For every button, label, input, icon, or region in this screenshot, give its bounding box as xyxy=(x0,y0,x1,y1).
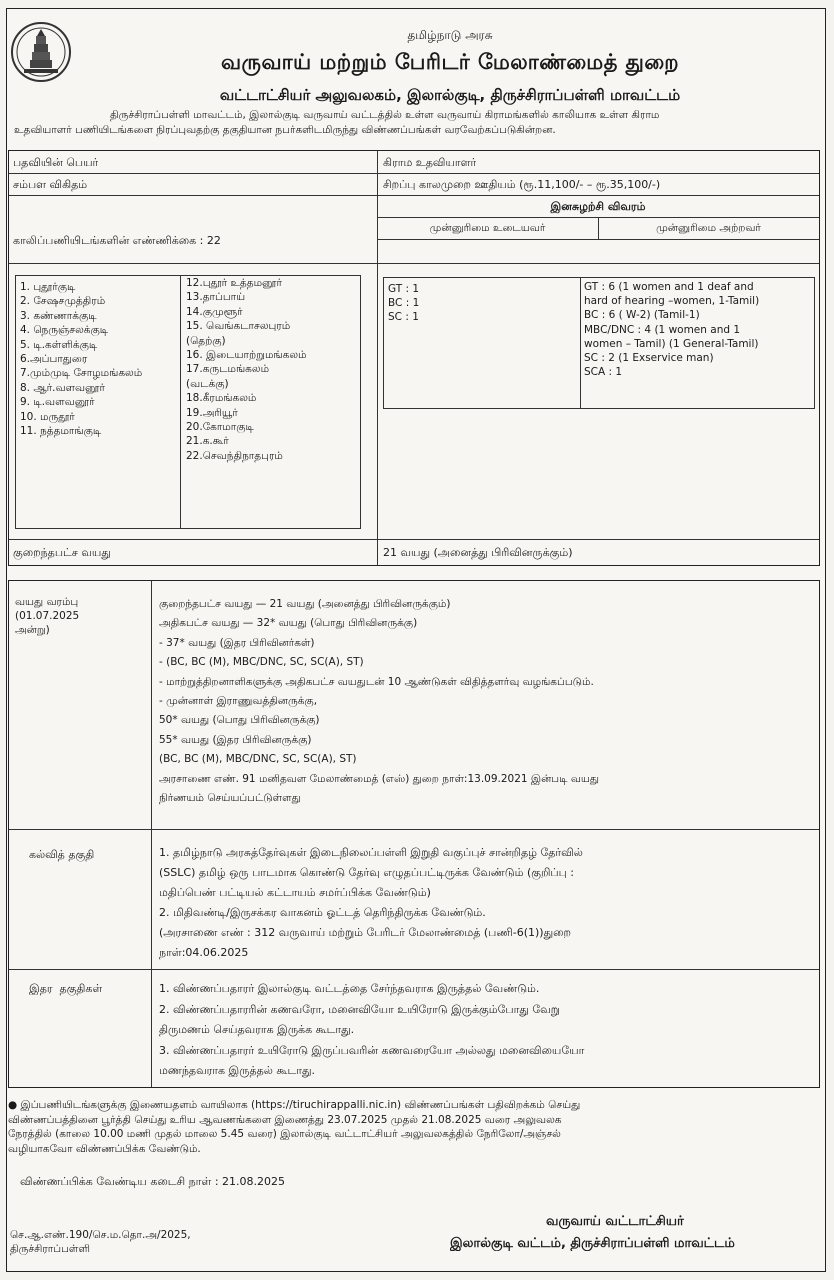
reservation-title: இனசுழற்சி விவரம் xyxy=(550,200,646,213)
pay-scale-value: சிறப்பு காலமுறை ஊதியம் (ரூ.11,100/- – ரூ.35,100/-) xyxy=(383,178,661,191)
min-age-label: குறைந்தபட்ச வயது xyxy=(13,546,111,559)
villages-list-2: 12.புதூர் உத்தமனூர் 13.தாப்பாய் 14.குமுளூர் 15. வெங்கடாசலபுரம் (தெற்கு) 16. இடையாற்றுமங்கலம் 17.கருடமங்கலம் (வடக்கு) 18.கீரமங்கலம் 19.அரியூர் 20.கோமாகுடி 21.க.கூர் 22.செவந்திநாதபுரம் xyxy=(186,277,307,462)
signatory-office: இலால்குடி வட்டம், திருச்சிராப்பள்ளி மாவட்டம் xyxy=(450,1236,735,1251)
education-label: கல்வித் தகுதி xyxy=(29,848,95,861)
office-name: வட்டாட்சியர் அலுவலகம், இலால்குடி, திருச்சிராப்பள்ளி மாவட்டம் xyxy=(219,86,681,104)
government-name: தமிழ்நாடு அரசு xyxy=(407,28,493,42)
non-priority-values: GT : 6 (1 women and 1 deaf and hard of hearing –women, 1-Tamil) BC : 6 ( W-2) (Tamil-1) MBC/DNC : 4 (1 women and 1 women – Tamil) (1 General-Tamil) SC : 2 (1 Exservice man) SCA : 1 xyxy=(584,281,760,379)
post-name-label: பதவியின் பெயர் xyxy=(13,156,99,169)
reference-number: செ.ஆ.எண்.190/செ.ம.தொ.அ/2025, திருச்சிராப்பள்ளி xyxy=(10,1229,191,1256)
signatory-title: வருவாய் வட்டாட்சியர் xyxy=(546,1214,684,1229)
villages-box xyxy=(15,275,361,529)
intro-paragraph: திருச்சிராப்பள்ளி மாவட்டம், இலால்குடி வருவாய் வட்டத்தில் உள்ள வருவாய் கிராமங்களில் காலியாக உள்ள கிராம உதவியாளர் பணியிடங்களை நிரப்புவதற்கு தகுதியான நபர்களிடமிருந்து விண்ணப்பங்கள் வரவேற்கப்படுகின்றன. xyxy=(14,109,660,136)
non-priority-header: முன்னுரிமை அற்றவர் xyxy=(656,222,761,234)
age-limit-label: வயது வரம்பு (01.07.2025 அன்று) xyxy=(15,596,80,637)
other-qualifications-details: 1. விண்ணப்பதாரர் இலால்குடி வட்டத்தை சேர்ந்தவராக இருத்தல் வேண்டும். 2. விண்ணப்பதாரரின் கணவரோ, மனைவியோ உயிரோடு இருக்கும்போது வேறு திருமணம் செய்தவராக இருக்க கூடாது. 3. விண்ணப்பதாரர் உயிரோடு இருப்பவரின் கணவரையோ அல்லது மனைவியையோ மணந்தவராக இருத்தல் கூடாது. xyxy=(159,982,585,1077)
department-name: வருவாய் மற்றும் பேரிடர் மேலாண்மைத் துறை xyxy=(220,50,680,74)
reservation-box xyxy=(383,277,815,409)
age-limit-details: குறைந்தபட்ச வயது — 21 வயது (அனைத்து பிரிவினருக்கும்) அதிகபட்ச வயது — 32* வயது (பொது பிரிவினருக்கு) - 37* வயது (இதர பிரிவினர்கள்) - (BC, BC (M), MBC/DNC, SC, SC(A), ST) - மாற்றுத்திறனாளிகளுக்கு அதிகபட்ச வயதுடன் 10 ஆண்டுகள் விதித்தளர்வு வழங்கப்படும். - முன்னாள் இராணுவத்தினருக்கு, 50* வயது (பொது பிரிவினருக்கு) 55* வயது (இதர பிரிவினருக்கு) (BC, BC (M), MBC/DNC, SC, SC(A), ST) அரசாணை எண். 91 மனிதவள மேலாண்மைத் (எஸ்) துறை நாள்:13.09.2021 இன்படி வயது நிர்ணயம் செய்யப்பட்டுள்ளது xyxy=(159,598,599,805)
villages-list-1: 1. புதூர்குடி 2. சேஷசமுத்திரம் 3. கண்ணாக்குடி 4. நெருஞ்சலக்குடி 5. டி.கள்ளிக்குடி 6.அப்பாதுரை 7.மும்முடி சோழமங்கலம் 8. ஆர்.வளவனூர் 9. டி.வளவனூர் 10. மருதூர் 11. நத்தமாங்குடி xyxy=(20,281,143,438)
post-name-value: கிராம உதவியாளர் xyxy=(383,156,477,169)
pay-scale-label: சம்பள விகிதம் xyxy=(13,178,88,191)
priority-header: முன்னுரிமை உடையவர் xyxy=(429,222,546,234)
eligibility-table xyxy=(8,580,820,1088)
education-details: 1. தமிழ்நாடு அரசுத்தேர்வுகள் இடைநிலைப்பள்ளி இறுதி வகுப்புச் சான்றிதழ் தேர்வில் (SSLC) தமிழ் ஒரு பாடமாக கொண்டு தேர்வு எழுதப்பட்டிருக்க வேண்டும் (குறிப்பு : மதிப்பெண் பட்டியல் கட்டாயம் சமர்ப்பிக்க வேண்டும்) 2. மிதிவண்டி/இருசக்கர வாகனம் ஓட்டத் தெரிந்திருக்க வேண்டும். (அரசாணை எண் : 312 வருவாய் மற்றும் பேரிடர் மேலாண்மைத் (பணி-6(1))துறை நாள்:04.06.2025 xyxy=(159,846,583,959)
application-notice: ● இப்பணியிடங்களுக்கு இணையதளம் வாயிலாக (https://tiruchirappalli.nic.in) விண்ணப்பங்கள் பதிவிறக்கம் செய்து விண்ணப்பத்தினை பூர்த்தி செய்து உரிய ஆவணங்களை இணைத்து 23.07.2025 முதல் 21.08.2025 வரை அலுவலக நேரத்தில் (காலை 10.00 மணி முதல் மாலை 5.45 வரை) இலால்குடி வட்டாட்சியர் அலுவலகத்தில் நேரிலோ/அஞ்சல் வழியாகவோ விண்ணப்பிக்க வேண்டும். xyxy=(8,1099,581,1155)
post-details-table xyxy=(8,150,820,566)
tamil-nadu-emblem-icon xyxy=(10,20,72,84)
min-age-value: 21 வயது (அனைத்து பிரிவினருக்கும்) xyxy=(383,546,573,559)
last-date: விண்ணப்பிக்க வேண்டிய கடைசி நாள் : 21.08.2025 xyxy=(20,1175,286,1188)
vacancy-count-label: காலிப்பணியிடங்களின் எண்ணிக்கை : 22 xyxy=(13,234,221,247)
other-qualifications-label: இதர தகுதிகள் xyxy=(29,982,103,995)
priority-values: GT : 1 BC : 1 SC : 1 xyxy=(388,283,420,324)
